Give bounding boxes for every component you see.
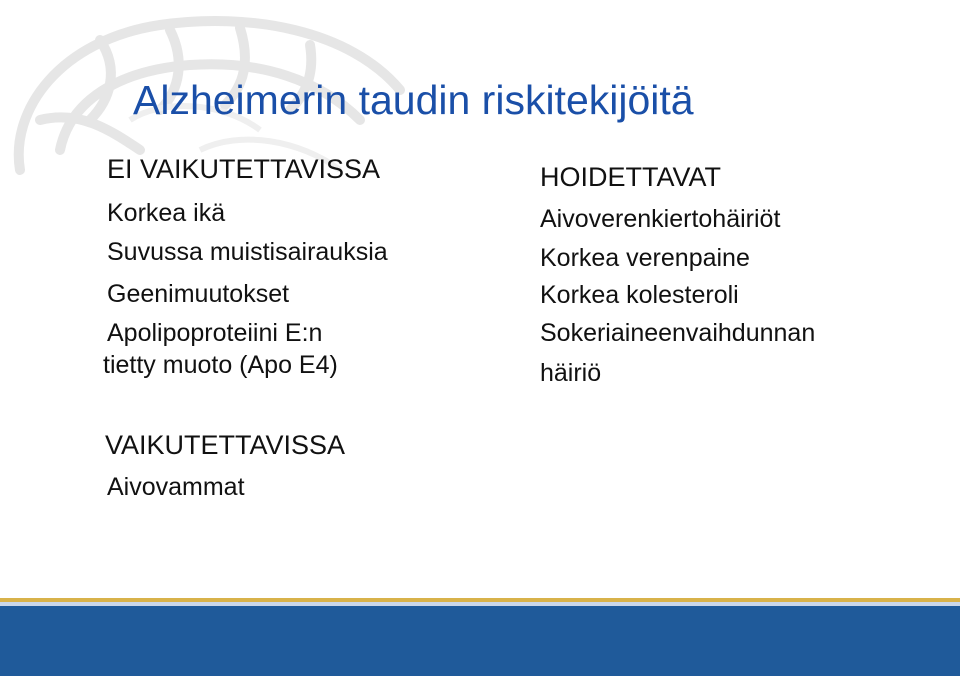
list-item: häiriö [540, 359, 602, 387]
not-modifiable-heading: EI VAIKUTETTAVISSA [107, 154, 381, 184]
list-item: Geenimuutokset [107, 280, 290, 308]
list-item: Korkea verenpaine [540, 244, 750, 272]
list-item: Korkea kolesteroli [540, 281, 739, 309]
list-item: tietty muoto (Apo E4) [103, 351, 338, 379]
list-item: Aivovammat [107, 473, 245, 501]
footer-bar [0, 606, 960, 676]
modifiable-heading: VAIKUTETTAVISSA [105, 430, 346, 460]
list-item: Apolipoproteiini E:n [107, 319, 323, 347]
list-item: Aivoverenkiertohäiriöt [540, 205, 781, 233]
list-item: Korkea ikä [107, 199, 226, 227]
list-item: Suvussa muistisairauksia [107, 238, 388, 266]
slide-title: Alzheimerin taudin riskitekijöitä [133, 77, 694, 123]
list-item: Sokeriaineenvaihdunnan [540, 319, 816, 347]
treatable-heading: HOIDETTAVAT [540, 162, 721, 192]
